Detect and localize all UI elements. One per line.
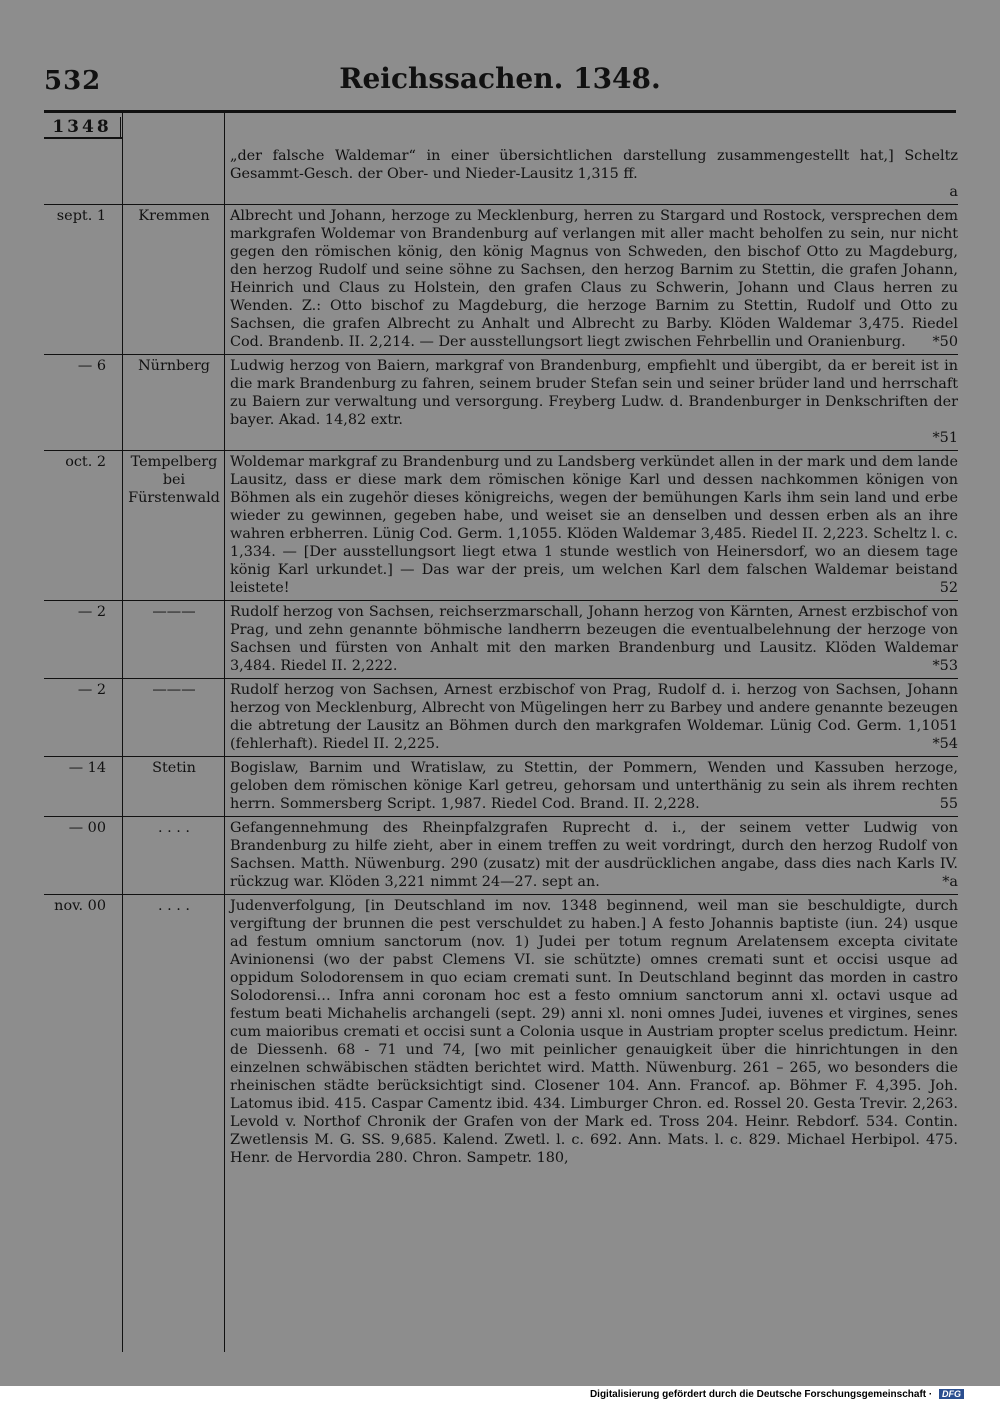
entry-place: . . . . <box>157 898 191 914</box>
footer-credit <box>0 1389 964 1400</box>
entry-date: sept. 1 <box>56 208 106 224</box>
entry-place: Nürnberg <box>138 358 210 374</box>
entry-text: Woldemar markgraf zu Brandenburg und zu Landsberg verkündet allen in der mark und dem lande Lausitz, dass er diese mark dem römischen könige Karl und dessen nachkommen königen von Böhmen als ein zugehör dieses königreichs, wegen der bemühungen Karls ihm sein land und erbe wieder zu gewinnen, gegeben habe, und weiset sie an denselben und dessen erben als an ihre wahren erbherren. Lünig Cod. Germ. 1,1055. Klöden Waldemar 3,485. Riedel II. 2,223. Scheltz l. c. 1,334. — [Der ausstellungsort liegt etwa 1 stunde westlich von Heinersdorf, wo an diesem tage könig Karl urkundet.] — Das war der preis, um welchen Karl dem falschen Waldemar beistand leistete! <box>230 454 958 596</box>
entry-place: . . . . <box>157 820 191 836</box>
entry-place: Kremmen <box>138 208 210 224</box>
entry-place: Tempelberg bei Fürstenwald <box>128 454 220 506</box>
entry-date: — 14 <box>68 760 106 776</box>
entry-number: 55 <box>939 796 958 812</box>
entry-number: *54 <box>932 736 958 752</box>
entry-text: Ludwig herzog von Baiern, markgraf von Brandenburg, empfiehlt und übergibt, da er bereit ist in die mark Brandenburg zu fahren, seinem bruder Stefan sein und seiner brüder land und herrschaft zu Baiern zur verwaltung und versorgung. Freyberg Ludw. d. Brandenburger in Denkschriften der bayer. Akad. 14,82 extr. <box>230 358 958 428</box>
page-number: 532 <box>44 66 102 96</box>
entry-date: — 2 <box>77 682 106 698</box>
entry-number: *53 <box>932 658 958 674</box>
page-title: Reichssachen. 1348. <box>339 62 661 95</box>
entry-date: oct. 2 <box>65 454 106 470</box>
regest-entry <box>44 355 958 451</box>
entry-text: Gefangennehmung des Rheinpfalzgrafen Ruprecht d. i., der seinem vetter Ludwig von Brandenburg zu hilfe zieht, aber in einem treffen zu weit vordringt, durch den herzog Rudolf von Sachsen. Matth. Nüwenburg. 290 (zusatz) mit der ausdrücklichen angabe, dass dies nach Karls IV. rückzug war. Klöden 3,221 nimmt 24—27. sept an. <box>230 820 958 890</box>
regest-entry <box>44 679 958 757</box>
entry-date: — 00 <box>68 820 106 836</box>
year-rule <box>44 137 122 139</box>
year-label: 1348 <box>44 117 121 138</box>
regest-entry <box>44 817 958 895</box>
regest-entry <box>44 205 958 355</box>
entry-number: 52 <box>939 580 958 596</box>
entry-date: nov. 00 <box>54 898 106 914</box>
entry-number: a <box>949 184 958 200</box>
entry-text: Albrecht und Johann, herzoge zu Mecklenburg, herren zu Stargard und Rostock, versprechen dem markgrafen Woldemar von Brandenburg auf verlangen mit aller macht beholfen zu sein, nur nicht gegen den römischen könig, den könig Magnus von Schweden, den bischof Otto zu Magdeburg, den herzog Rudolf und seine söhne zu Sachsen, den herzog Barnim zu Stettin, die grafen Johann, Heinrich und Claus zu Holstein, den grafen Claus zu Schwerin, Johann und Claus herren zu Wenden. Z.: Otto bischof zu Magdeburg, die herzoge Barnim zu Stettin, Rudolf und Otto zu Sachsen, die grafen Albrecht zu Anhalt und Albrecht zu Barby. Klöden Waldemar 3,475. Riedel Cod. Brandenb. II. 2,214. — Der ausstellungsort liegt zwischen Fehrbellin und Oranienburg. <box>230 208 958 350</box>
entry-date: — 6 <box>77 358 106 374</box>
entry-place: ——— <box>152 604 196 620</box>
entry-number: *51 <box>932 430 958 446</box>
header-rule <box>44 110 956 113</box>
entry-number: *50 <box>932 334 958 350</box>
entry-date: — 2 <box>77 604 106 620</box>
regest-entry <box>44 895 958 1170</box>
entry-text: „der falsche Waldemar“ in einer übersichtlichen darstellung zusammengestellt hat,] Scheltz Gesammt-Gesch. der Ober- und Nieder-Lausitz 1,315 ff. <box>230 148 958 182</box>
entry-text: Bogislaw, Barnim und Wratislaw, zu Stettin, der Pommern, Wenden und Kassuben herzoge, geloben dem römischen könige Karl getreu, gehorsam und unterthänig zu sein als ihrem rechten herrn. Sommersberg Script. 1,987. Riedel Cod. Brand. II. 2,228. <box>230 760 958 812</box>
footer-text: Digitalisierung gefördert durch die Deutsche Forschungsgemeinschaft · <box>589 1389 933 1400</box>
entry-text: Judenverfolgung, [in Deutschland im nov. 1348 beginnend, weil man sie beschuldigte, durch vergiftung der brunnen die pest verschuldet zu haben.] A festo Johannis baptiste (iun. 24) usque ad festum omnium sanctorum (nov. 1) Judei per totum regnum Arelatensem excepta civitate Avinionensi (wo der pabst Clemens VI. sie schützte) omnes cremati sunt et occisi usque ad oppidum Solodorensem in quo eciam cremati sunt. In Deutschland beginnt das morden in castro Solodorensi… Infra anni coronam hoc est a festo omnium sanctorum anni xl. octavi usque ad festum beati Michahelis archangeli (sept. 29) anni xl. noni omnes Judei, iuvenes et virgines, senes cum maioribus cremati et occisi sunt a Colonia usque in Austriam propter scelus predictum. Heinr. de Diessenh. 68 - 71 und 74, [wo mit peinlicher genauigkeit über die hinrichtungen in den einzelnen schwäbischen städten berichtet wird. Matth. Nüwenburg. 261 – 265, wo besonders die rheinischen städte berücksichtigt sind. Closener 104. Ann. Francof. ap. Böhmer F. 4,395. Joh. Latomus ibid. 415. Caspar Camentz ibid. 434. Limburger Chron. ed. Rossel 20. Gesta Trevir. 2,263. Levold v. Northof Chronik der Grafen von der Mark ed. Tross 204. Heinr. Rebdorf. 534. Contin. Zwetlensis M. G. SS. 9,685. Kalend. Zwetl. l. c. 692. Ann. Mats. l. c. 829. Michael Herbipol. 475. Henr. de Hervordia 280. Chron. Sampetr. 180, <box>230 898 958 1166</box>
regest-list <box>44 145 958 1170</box>
regest-entry <box>44 451 958 601</box>
entry-place: ——— <box>152 682 196 698</box>
regest-entry <box>44 601 958 679</box>
regest-entry <box>44 757 958 817</box>
entry-text: Rudolf herzog von Sachsen, Arnest erzbischof von Prag, Rudolf d. i. herzog von Sachsen, Johann herzog von Mecklenburg, Albrecht von Mügelingen herr zu Barbey und andere genannte bezeugen die abtretung der Lausitz an Böhmen durch den markgrafen Woldemar. Lünig Cod. Germ. 1,1051 (fehlerhaft). Riedel II. 2,225. <box>230 682 958 752</box>
entry-number: *a <box>942 874 958 890</box>
regest-entry <box>44 145 958 205</box>
entry-place: Stetin <box>152 760 196 776</box>
entry-text: Rudolf herzog von Sachsen, reichserzmarschall, Johann herzog von Kärnten, Arnest erzbischof von Prag, und zehn genannte böhmische landherrn bezeugen die eventualbelehnung der herzoge von Sachsen und fürsten von Anhalt mit den marken Brandenburg und Lausitz. Klöden Waldemar 3,484. Riedel II. 2,222. <box>230 604 958 674</box>
dfg-logo[interactable]: DFG <box>939 1389 964 1399</box>
